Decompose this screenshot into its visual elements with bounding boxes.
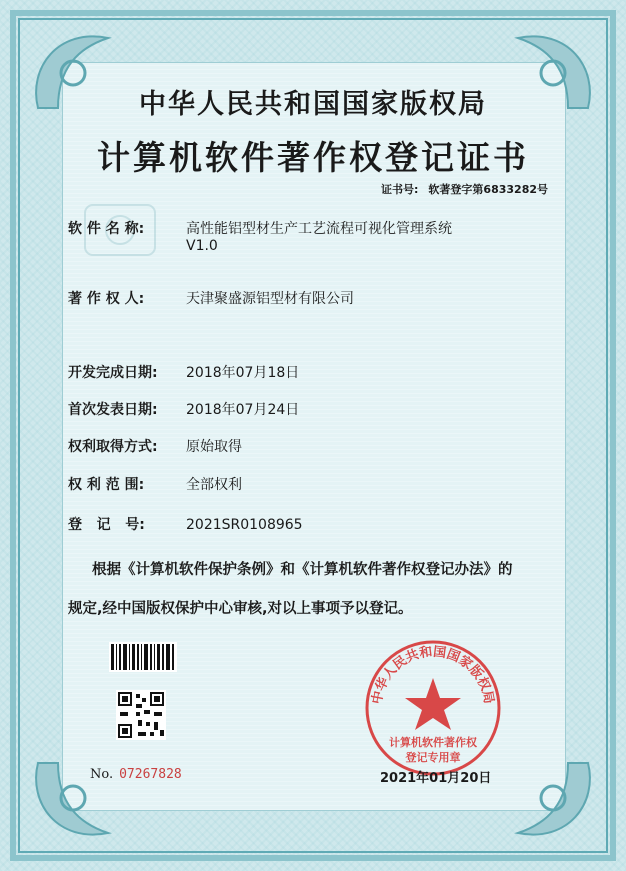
serial-number: [90, 767, 182, 782]
seal-ring-text: 中华人民共和国国家版权局: [369, 644, 497, 706]
serial-no-value: 07267828: [119, 767, 182, 782]
certificate-title: 计算机软件著作权登记证书: [97, 138, 529, 177]
pub-date-value: 2018年07月24日: [186, 402, 300, 418]
reg-no-value: 2021SR0108965: [186, 517, 303, 533]
corner-ornament-bottom-left: [18, 743, 128, 853]
scope-label: 权 利 范 围:: [68, 477, 145, 493]
field-dev-date: [68, 362, 299, 382]
scope-value: 全部权利: [186, 477, 242, 493]
owner-label: 著 作 权 人:: [68, 291, 145, 307]
barcode-icon: [109, 642, 177, 672]
official-seal: [363, 638, 503, 778]
field-reg-no: [68, 514, 303, 534]
cert-no-value: 软著登字第6833282号: [428, 183, 548, 196]
field-scope: [68, 474, 242, 494]
field-acquire: [68, 436, 242, 456]
statement-line-1: 根据《计算机软件保护条例》和《计算机软件著作权登记办法》的: [92, 562, 513, 578]
star-icon: [405, 678, 461, 730]
certificate-number: [381, 181, 548, 197]
software-name-label: 软 件 名 称:: [68, 221, 145, 237]
acquire-value: 原始取得: [186, 439, 242, 455]
statement-line-2: 规定,经中国版权保护中心审核,对以上事项予以登记。: [68, 601, 413, 617]
acquire-label: 权利取得方式:: [68, 439, 158, 455]
serial-no-label: No.: [90, 767, 114, 782]
reg-no-label: 登 记 号:: [68, 517, 145, 533]
pub-date-label: 首次发表日期:: [68, 402, 158, 418]
qr-code-icon: [116, 690, 166, 740]
field-software-name: [68, 218, 452, 238]
corner-ornament-bottom-right: [498, 743, 608, 853]
software-version: V1.0: [186, 238, 218, 254]
owner-value: 天津聚盛源铝型材有限公司: [186, 291, 354, 307]
field-owner: [68, 288, 354, 308]
field-pub-date: [68, 399, 299, 419]
seal-line-1: 计算机软件著作权: [389, 736, 477, 749]
issue-date: 2021年01月20日: [380, 771, 492, 786]
seal-line-2: 登记专用章: [405, 751, 461, 764]
dev-date-label: 开发完成日期:: [68, 365, 158, 381]
cert-no-label: 证书号:: [381, 183, 419, 196]
dev-date-value: 2018年07月18日: [186, 365, 300, 381]
issuer-title: 中华人民共和国国家版权局: [139, 89, 487, 120]
software-name-value: 高性能铝型材生产工艺流程可视化管理系统: [186, 221, 452, 237]
